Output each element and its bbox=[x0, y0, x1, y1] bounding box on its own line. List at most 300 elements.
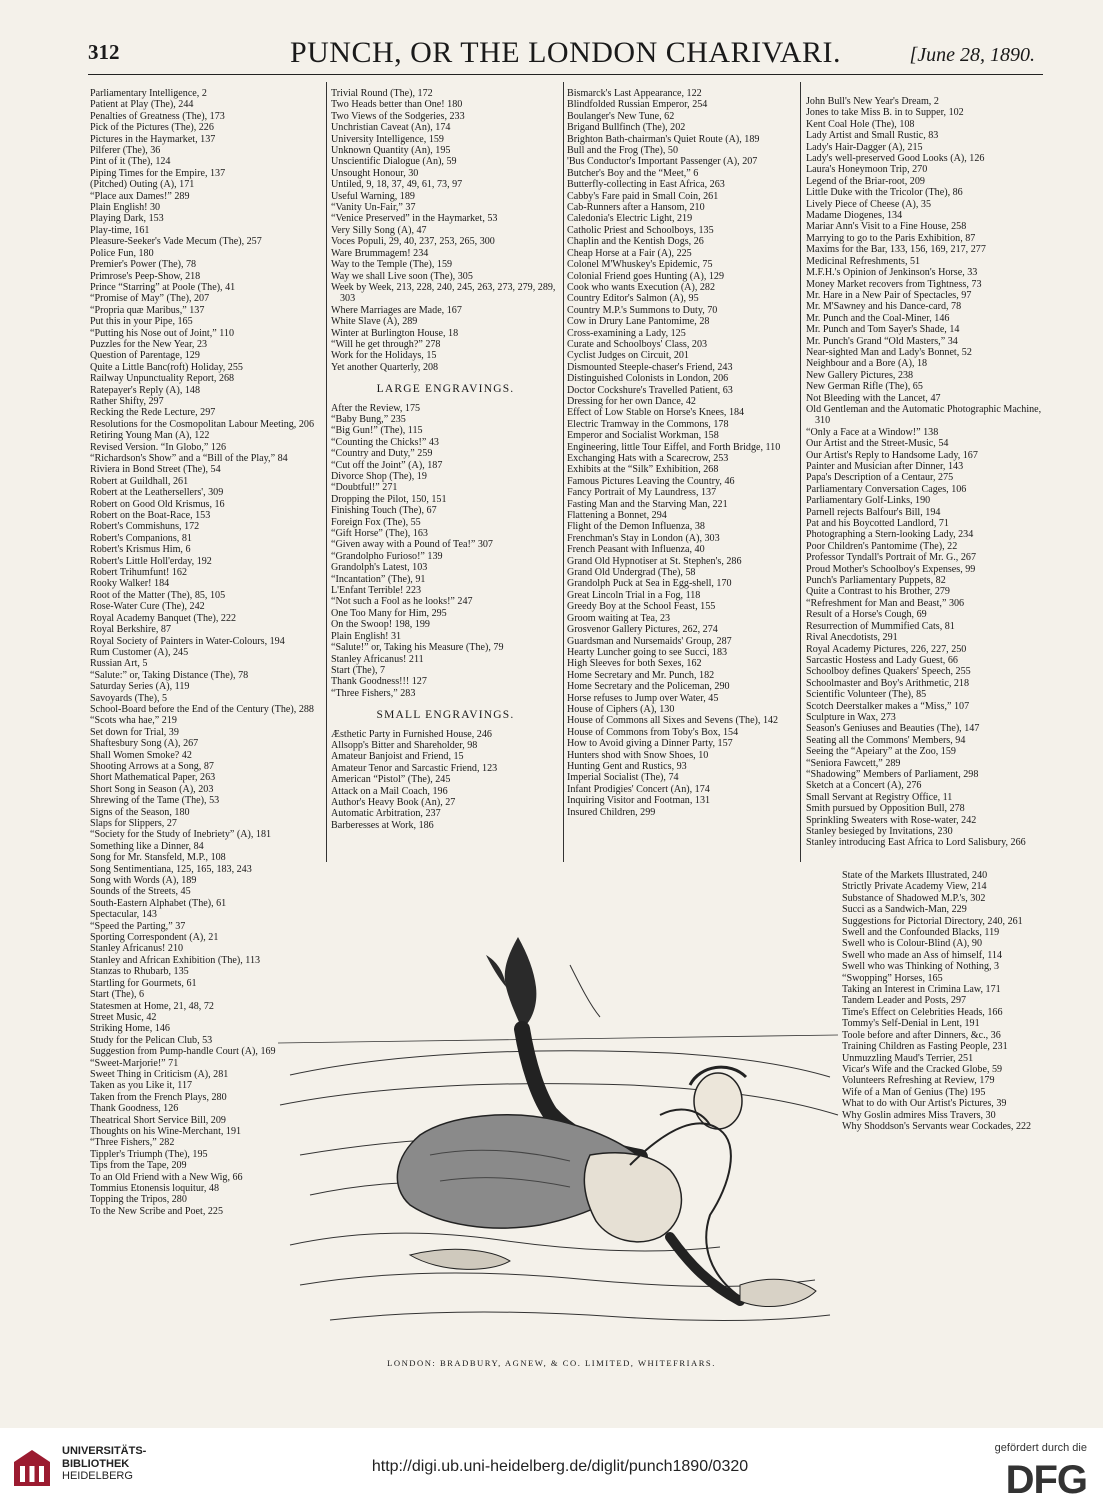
index-entry: Plain English! 31 bbox=[331, 630, 402, 642]
index-entry: Butcher's Boy and the “Meet,” 6 bbox=[567, 167, 699, 179]
index-entry: Way to the Temple (The), 159 bbox=[331, 259, 453, 271]
index-entry: Finishing Touch (The), 67 bbox=[331, 505, 437, 517]
index-entry: House of Commons all Sixes and Sevens (The), 142 bbox=[567, 715, 779, 727]
index-entry: Tips from the Tape, 209 bbox=[90, 1160, 187, 1172]
index-entry: Railway Unpunctuality Report, 268 bbox=[90, 373, 235, 385]
index-entry: Home Secretary and Mr. Punch, 182 bbox=[567, 669, 715, 681]
index-entry: Stanley Africanus! 210 bbox=[90, 943, 184, 955]
index-entry: Automatic Arbitration, 237 bbox=[331, 808, 441, 820]
index-entry: Effect of Low Stable on Horse's Knees, 184 bbox=[567, 407, 745, 419]
index-entry: Unknown Quantity (An), 195 bbox=[331, 145, 451, 157]
index-entry: Robert on Good Old Krismus, 16 bbox=[90, 498, 225, 510]
column-rule bbox=[326, 82, 327, 862]
index-entry: John Bull's New Year's Dream, 2 bbox=[806, 96, 939, 107]
index-entry: Yet another Quarterly, 208 bbox=[331, 361, 439, 373]
index-entry: Robert at the Leathersellers', 309 bbox=[90, 487, 224, 499]
index-entry: Retiring Young Man (A), 122 bbox=[90, 430, 210, 442]
index-entry: Parliamentary Conversation Cages, 106 bbox=[806, 483, 967, 495]
index-entry: Boulanger's New Tune, 62 bbox=[567, 110, 675, 122]
index-entry: Song for Mr. Stansfeld, M.P., 108 bbox=[90, 852, 226, 864]
index-entry: “Scots wha hae,” 219 bbox=[90, 715, 177, 727]
index-entry: Fasting Man and the Starving Man, 221 bbox=[567, 498, 728, 510]
index-entry: “Three Fishers,” 283 bbox=[331, 687, 416, 699]
index-entry: Rooky Walker! 184 bbox=[90, 578, 170, 590]
index-entry: Ware Brummagem! 234 bbox=[331, 247, 429, 259]
index-entry: Kent Coal Hole (The), 108 bbox=[806, 118, 915, 130]
index-entry: Smith pursued by Opposition Bull, 278 bbox=[806, 803, 965, 815]
index-entry: State of the Markets Illustrated, 240 bbox=[842, 870, 988, 881]
index-entry: Pat and his Boycotted Landlord, 71 bbox=[806, 518, 949, 530]
index-entry: Swell and the Confounded Blacks, 119 bbox=[842, 927, 1000, 939]
index-entry: Thank Goodness, 126 bbox=[90, 1103, 179, 1115]
index-entry: (Pitched) Outing (A), 171 bbox=[90, 179, 195, 191]
index-entry: Insured Children, 299 bbox=[567, 806, 656, 818]
index-entry: Lady Artist and Small Rustic, 83 bbox=[806, 130, 939, 142]
viewer-footer bbox=[0, 1428, 1103, 1507]
index-entry: “Cut off the Joint” (A), 187 bbox=[331, 459, 443, 471]
index-entry: Thank Goodness!!! 127 bbox=[331, 676, 427, 688]
index-entry: Piping Times for the Empire, 137 bbox=[90, 167, 226, 179]
index-entry: Photographing a Stern-looking Lady, 234 bbox=[806, 529, 974, 541]
index-entry: Horse refuses to Jump over Water, 45 bbox=[567, 692, 719, 704]
index-entry: Succi as a Sandwich-Man, 229 bbox=[842, 904, 967, 916]
index-entry: Tippler's Triumph (The), 195 bbox=[90, 1148, 208, 1160]
index-entry: Pick of the Pictures (The), 226 bbox=[90, 122, 214, 134]
index-entry: Seating all the Commons' Members, 94 bbox=[806, 734, 966, 746]
index-entry: Robert's Commishuns, 172 bbox=[90, 521, 200, 533]
index-entry: Grosvenor Gallery Pictures, 262, 274 bbox=[567, 624, 718, 636]
index-entry: Mr. Punch's Grand “Old Masters,” 34 bbox=[806, 335, 958, 347]
index-entry: Exhibits at the “Silk” Exhibition, 268 bbox=[567, 464, 719, 476]
index-entry: Butterfly-collecting in East Africa, 263 bbox=[567, 179, 725, 191]
index-entry: Old Gentleman and the Automatic Photographic Machine, 310 bbox=[806, 403, 1042, 427]
index-entry: “Only a Face at a Window!” 138 bbox=[806, 426, 939, 438]
index-entry: New German Rifle (The), 65 bbox=[806, 381, 923, 393]
index-entry: Cabby's Fare paid in Small Coin, 261 bbox=[567, 190, 719, 202]
index-entry: Dismounted Steeple-chaser's Friend, 243 bbox=[567, 361, 733, 373]
index-entry: How to Avoid giving a Dinner Party, 157 bbox=[567, 738, 733, 750]
index-entry: Mr. M'Sawney and his Dance-card, 78 bbox=[806, 301, 962, 313]
index-entry: Scotch Deerstalker makes a “Miss,” 107 bbox=[806, 700, 970, 712]
section-heading: SMALL ENGRAVINGS. bbox=[376, 709, 515, 722]
index-entry: Revised Version. “In Globo,” 126 bbox=[90, 441, 227, 453]
index-entry: Marrying to go to the Paris Exhibition, 87 bbox=[806, 232, 976, 244]
index-entry: Mariar Ann's Visit to a Fine House, 258 bbox=[806, 221, 967, 233]
index-entry: Study for the Pelican Club, 53 bbox=[90, 1034, 213, 1046]
index-entry: Short Song in Season (A), 203 bbox=[90, 783, 214, 795]
index-entry: Swell who made an Ass of himself, 114 bbox=[842, 949, 1002, 961]
index-entry: 'Bus Conductor's Important Passenger (A), 207 bbox=[567, 156, 758, 168]
index-entry: Home Secretary and the Policeman, 290 bbox=[567, 681, 730, 693]
index-entry: Sarcastic Hostess and Lady Guest, 66 bbox=[806, 654, 958, 666]
index-entry: Grand Old Undergrad (The), 58 bbox=[567, 567, 696, 579]
index-entry: Cyclist Judges on Circuit, 201 bbox=[567, 350, 689, 362]
university-library-logo-icon bbox=[10, 1444, 54, 1490]
index-entry: Professor Tyndall's Portrait of Mr. G., 267 bbox=[806, 552, 976, 564]
index-entry: Pictures in the Haymarket, 137 bbox=[90, 133, 216, 145]
index-entry: Our Artist and the Street-Music, 54 bbox=[806, 438, 949, 450]
index-entry: Inquiring Visitor and Footman, 131 bbox=[567, 795, 711, 807]
index-entry: Sprinkling Sweaters with Rose-water, 242 bbox=[806, 814, 977, 826]
index-entry: Bismarck's Last Appearance, 122 bbox=[567, 88, 702, 99]
index-entry: Sporting Correspondent (A), 21 bbox=[90, 932, 219, 944]
index-entry: Ratepayer's Reply (A), 148 bbox=[90, 384, 201, 396]
index-entry: Robert Trihumfunt! 162 bbox=[90, 567, 188, 579]
index-entry: Doctor Cockshure's Travelled Patient, 63 bbox=[567, 384, 733, 396]
page-title: PUNCH, OR THE LONDON CHARIVARI. bbox=[289, 36, 842, 69]
index-entry: House of Ciphers (A), 130 bbox=[567, 703, 675, 715]
index-entry: Stanley Africanus! 211 bbox=[331, 653, 424, 665]
index-entry: “Counting the Chicks!” 43 bbox=[331, 436, 439, 448]
index-entry: Taking an Interest in Crimina Law, 171 bbox=[842, 984, 1001, 996]
index-entry: High Sleeves for both Sexes, 162 bbox=[567, 658, 702, 670]
index-entry: Startling for Gourmets, 61 bbox=[90, 977, 197, 989]
index-entry: “Vanity Un-Fair,” 37 bbox=[331, 202, 416, 214]
index-column-2 bbox=[331, 88, 560, 858]
index-entry: Flattening a Bonnet, 294 bbox=[567, 510, 667, 522]
index-entry: Foreign Fox (The), 55 bbox=[331, 516, 421, 528]
section-heading: LARGE ENGRAVINGS. bbox=[376, 383, 515, 396]
index-entry: Two Heads better than One! 180 bbox=[331, 99, 463, 111]
index-entry: Lady's Hair-Dagger (A), 215 bbox=[806, 141, 923, 153]
index-entry: Week by Week, 213, 228, 240, 245, 263, 273, 279, 289, 303 bbox=[331, 281, 556, 305]
index-entry: Start (The), 7 bbox=[331, 664, 386, 676]
index-entry: “Swopping” Horses, 165 bbox=[842, 972, 943, 984]
index-entry: What to do with Our Artist's Pictures, 39 bbox=[842, 1098, 1007, 1110]
index-entry: Poor Children's Pantomime (The), 22 bbox=[806, 540, 958, 552]
index-entry: Blindfolded Russian Emperor, 254 bbox=[567, 99, 708, 111]
index-entry: Play-time, 161 bbox=[90, 224, 150, 236]
index-entry: Stanley besieged by Invitations, 230 bbox=[806, 826, 953, 837]
index-entry: Mr. Punch and Tom Sayer's Shade, 14 bbox=[806, 324, 960, 336]
index-entry: “Big Gun!” (The), 115 bbox=[331, 425, 423, 437]
index-entry: Famous Pictures Leaving the Country, 46 bbox=[567, 475, 735, 487]
index-entry: Brighton Bath-chairman's Quiet Route (A), 189 bbox=[567, 133, 760, 145]
index-entry: Cheap Horse at a Fair (A), 225 bbox=[567, 247, 692, 259]
index-entry: Suggestion from Pump-handle Court (A), 169 bbox=[90, 1046, 276, 1058]
index-entry: Guardsman and Nursemaids' Group, 287 bbox=[567, 635, 732, 647]
index-column-4-continued bbox=[842, 870, 1042, 1310]
index-entry: Stanley introducing East Africa to Lord Salisbury, 266 bbox=[806, 837, 1026, 849]
index-entry: American “Pistol” (The), 245 bbox=[331, 774, 451, 786]
index-entry: White Slave (A), 289 bbox=[331, 316, 418, 328]
index-entry: Proud Mother's Schoolboy's Expenses, 99 bbox=[806, 563, 976, 575]
index-entry: Untiled, 9, 18, 37, 49, 61, 73, 97 bbox=[331, 179, 463, 191]
index-entry: Saturday Series (A), 119 bbox=[90, 681, 190, 693]
index-entry: Work for the Holidays, 15 bbox=[331, 350, 437, 362]
index-entry: Royal Society of Painters in Water-Colours, 194 bbox=[90, 635, 285, 647]
index-entry: Near-sighted Man and Lady's Bonnet, 52 bbox=[806, 346, 972, 358]
index-entry: Shaftesbury Song (A), 267 bbox=[90, 738, 199, 750]
dfg-logo[interactable]: DFG bbox=[1005, 1458, 1087, 1502]
funded-by-text: gefördert durch die bbox=[994, 1442, 1087, 1454]
index-entry: “Salute:” or, Taking Distance (The), 78 bbox=[90, 669, 249, 681]
index-entry: Theatrical Short Service Bill, 209 bbox=[90, 1114, 226, 1126]
index-entry: Vicar's Wife and the Cracked Globe, 59 bbox=[842, 1063, 1003, 1075]
index-entry: Electric Tramway in the Commons, 178 bbox=[567, 418, 729, 430]
index-entry: Shooting Arrows at a Song, 87 bbox=[90, 760, 214, 772]
index-entry: Cow in Drury Lane Pantomime, 28 bbox=[567, 316, 710, 328]
index-entry: Great Lincoln Trial in a Fog, 118 bbox=[567, 589, 701, 601]
index-entry: Frenchman's Stay in London (A), 303 bbox=[567, 532, 720, 544]
index-entry: Bull and the Frog (The), 50 bbox=[567, 145, 679, 157]
index-entry: To an Old Friend with a New Wig, 66 bbox=[90, 1171, 243, 1183]
index-entry: Thoughts on his Wine-Merchant, 191 bbox=[90, 1125, 242, 1137]
index-entry: Swell who is Colour-Blind (A), 90 bbox=[842, 938, 982, 950]
index-entry: Cook who wants Execution (A), 282 bbox=[567, 281, 716, 293]
index-entry: On the Swoop! 198, 199 bbox=[331, 619, 430, 631]
index-entry: Barberesses at Work, 186 bbox=[331, 819, 434, 831]
index-entry: Penalties of Greatness (The), 173 bbox=[90, 110, 225, 122]
column-rule bbox=[563, 82, 564, 862]
index-entry: Amateur Tenor and Sarcastic Friend, 123 bbox=[331, 762, 498, 774]
index-entry: Brigand Bullfinch (The), 202 bbox=[567, 122, 686, 134]
index-entry: Engineering, little Tour Eiffel, and Forth Bridge, 110 bbox=[567, 441, 781, 453]
index-entry: Tommius Etonensis loquitur, 48 bbox=[90, 1183, 219, 1194]
index-entry: Primrose's Peep-Show, 218 bbox=[90, 270, 201, 282]
index-entry: Volunteers Refreshing at Review, 179 bbox=[842, 1075, 995, 1087]
index-entry: Premier's Power (The), 78 bbox=[90, 259, 197, 271]
index-entry: Robert on the Boat-Race, 153 bbox=[90, 510, 211, 522]
index-entry: Dropping the Pilot, 150, 151 bbox=[331, 493, 447, 505]
index-entry: New Gallery Pictures, 238 bbox=[806, 369, 914, 381]
index-entry: Hearty Luncher going to see Succi, 183 bbox=[567, 646, 728, 658]
index-entry: Money Market recovers from Tightness, 73 bbox=[806, 278, 982, 290]
index-entry: Legend of the Briar-root, 209 bbox=[806, 175, 925, 187]
index-entry: Swell who was Thinking of Nothing, 3 bbox=[842, 961, 1000, 973]
uni-line-1: UNIVERSITÄTS- bbox=[62, 1445, 147, 1457]
index-entry: Quite a Little Banc(roft) Holiday, 255 bbox=[90, 361, 243, 373]
index-column-4 bbox=[806, 96, 1042, 939]
index-entry: Laura's Honeymoon Trip, 270 bbox=[806, 164, 928, 176]
index-entry: “Salute!” or, Taking his Measure (The), 79 bbox=[331, 642, 504, 654]
index-entry: Pleasure-Seeker's Vade Mecum (The), 257 bbox=[90, 236, 262, 248]
index-entry: “Given away with a Pound of Tea!” 307 bbox=[331, 539, 493, 551]
index-entry: Robert's Krismus Him, 6 bbox=[90, 544, 191, 556]
index-entry: Chaplin and the Kentish Dogs, 26 bbox=[567, 236, 704, 248]
index-entry: Rival Anecdotists, 291 bbox=[806, 632, 898, 644]
index-entry: Our Artist's Reply to Handsome Lady, 167 bbox=[806, 449, 978, 461]
index-entry: Result of a Horse's Cough, 69 bbox=[806, 609, 927, 621]
index-entry: Cab-Runners after a Hansom, 210 bbox=[567, 202, 705, 214]
index-entry: Scientific Volunteer (The), 85 bbox=[806, 689, 927, 701]
page-header bbox=[88, 36, 1043, 75]
index-entry: Wife of a Man of Genius (The) 195 bbox=[842, 1086, 986, 1098]
index-entry: Substance of Shadowed M.P.'s, 302 bbox=[842, 892, 986, 904]
page-date: [June 28, 1890. bbox=[909, 44, 1035, 66]
index-entry: Stanzas to Rhubarb, 135 bbox=[90, 966, 189, 978]
index-entry: “Not such a Fool as he looks!” 247 bbox=[331, 596, 473, 608]
index-entry: “Putting his Nose out of Joint,” 110 bbox=[90, 327, 235, 339]
index-entry: Lively Piece of Cheese (A), 35 bbox=[806, 198, 932, 210]
index-entry: Riviera in Bond Street (The), 54 bbox=[90, 464, 221, 476]
index-entry: Robert at Guildhall, 261 bbox=[90, 475, 189, 487]
index-entry: Striking Home, 146 bbox=[90, 1023, 170, 1035]
index-entry: Pilferer (The), 36 bbox=[90, 145, 161, 157]
index-entry: Put this in your Pipe, 165 bbox=[90, 316, 193, 328]
index-entry: “Society for the Study of Inebriety” (A), 181 bbox=[90, 829, 272, 841]
index-entry: M.F.H.'s Opinion of Jenkinson's Horse, 33 bbox=[806, 267, 978, 279]
index-entry: House of Commons from Toby's Box, 154 bbox=[567, 726, 739, 738]
index-entry: One Too Many for Him, 295 bbox=[331, 607, 447, 619]
index-entry: Question of Parentage, 129 bbox=[90, 350, 200, 362]
index-entry: Where Marriages are Made, 167 bbox=[331, 304, 462, 316]
index-entry: Distinguished Colonists in London, 206 bbox=[567, 373, 729, 385]
index-entry: Parliamentary Intelligence, 2 bbox=[90, 88, 207, 99]
index-entry: “Three Fishers,” 282 bbox=[90, 1137, 175, 1149]
index-entry: Resolutions for the Cosmopolitan Labour Meeting, 206 bbox=[90, 418, 314, 430]
index-entry: Infant Prodigies' Concert (An), 174 bbox=[567, 783, 710, 795]
index-entry: “Country and Duty,” 259 bbox=[331, 448, 433, 460]
index-entry: Divorce Shop (The), 19 bbox=[331, 471, 427, 482]
index-entry: Royal Academy Banquet (The), 222 bbox=[90, 612, 237, 624]
index-entry: “Sweet-Marjorie!” 71 bbox=[90, 1057, 179, 1069]
index-entry: After the Review, 175 bbox=[331, 402, 421, 414]
index-entry: Street Music, 42 bbox=[90, 1011, 157, 1023]
index-entry: Resurrection of Mummified Cats, 81 bbox=[806, 620, 955, 632]
index-entry: Grandolph Puck at Sea in Egg-shell, 170 bbox=[567, 578, 732, 590]
uni-line-2: BIBLIOTHEK bbox=[62, 1457, 130, 1470]
index-entry: Æsthetic Party in Furnished House, 246 bbox=[331, 728, 492, 740]
index-entry: Sweet Thing in Criticism (A), 281 bbox=[90, 1068, 229, 1080]
index-entry: Short Mathematical Paper, 263 bbox=[90, 772, 216, 784]
index-entry: Signs of the Season, 180 bbox=[90, 806, 190, 818]
index-entry: Maxims for the Bar, 133, 156, 169, 217, 277 bbox=[806, 244, 986, 256]
index-entry: Fancy Portrait of My Laundress, 137 bbox=[567, 487, 717, 499]
index-entry: Patient at Play (The), 244 bbox=[90, 99, 194, 111]
index-entry: “Promise of May” (The), 207 bbox=[90, 293, 210, 305]
index-entry: “Speed the Parting,” 37 bbox=[90, 920, 186, 932]
index-entry: South-Eastern Alphabet (The), 61 bbox=[90, 897, 227, 909]
index-entry: Set down for Trial, 39 bbox=[90, 726, 179, 738]
index-entry: Way we shall Live soon (The), 305 bbox=[331, 270, 473, 282]
index-entry: “Gift Horse” (The), 163 bbox=[331, 528, 428, 540]
index-entry: Tandem Leader and Posts, 297 bbox=[842, 995, 967, 1007]
index-entry: Rather Shifty, 297 bbox=[90, 395, 164, 407]
index-entry: Schoolmaster and Boy's Arithmetic, 218 bbox=[806, 677, 970, 689]
index-entry: To the New Scribe and Poet, 225 bbox=[90, 1205, 224, 1217]
index-entry: Painter and Musician after Dinner, 143 bbox=[806, 461, 964, 472]
index-entry: Taken from the French Plays, 280 bbox=[90, 1091, 227, 1103]
index-entry: Small Servant at Registry Office, 11 bbox=[806, 791, 953, 803]
index-entry: Robert's Little Holl'erday, 192 bbox=[90, 555, 212, 567]
index-entry: Little Duke with the Tricolor (The), 86 bbox=[806, 187, 963, 199]
index-entry: “Richardson's Show” and a “Bill of the Play,” 84 bbox=[90, 453, 288, 464]
index-entry: Unchristian Caveat (An), 174 bbox=[331, 122, 451, 134]
index-entry: Greedy Boy at the School Feast, 155 bbox=[567, 601, 716, 613]
index-entry: Lady's well-preserved Good Looks (A), 126 bbox=[806, 153, 985, 165]
index-entry: French Peasant with Influenza, 40 bbox=[567, 544, 705, 556]
index-entry: Author's Heavy Book (An), 27 bbox=[331, 796, 456, 808]
index-entry: Taken as you Like it, 117 bbox=[90, 1080, 193, 1092]
index-entry: “Doubtful!” 271 bbox=[331, 482, 398, 494]
index-entry: Recking the Rede Lecture, 297 bbox=[90, 407, 216, 419]
imprint: LONDON: BRADBURY, AGNEW, & CO. LIMITED, WHITEFRIARS. bbox=[387, 1358, 716, 1368]
index-entry: Rose-Water Cure (The), 242 bbox=[90, 601, 205, 613]
index-entry: Useful Warning, 189 bbox=[331, 190, 415, 202]
index-entry: Dressing for her own Dance, 42 bbox=[567, 395, 696, 407]
index-entry: School-Board before the End of the Century (The), 288 bbox=[90, 703, 314, 715]
index-entry: Allsopp's Bitter and Shareholder, 98 bbox=[331, 739, 478, 751]
index-entry: Sculpture in Wax, 273 bbox=[806, 711, 896, 723]
index-entry: Trivial Round (The), 172 bbox=[331, 88, 433, 99]
index-entry: Exchanging Hats with a Scarecrow, 253 bbox=[567, 453, 729, 464]
index-entry: Robert's Companions, 81 bbox=[90, 532, 192, 544]
index-entry: Why Shoddson's Servants wear Cockades, 222 bbox=[842, 1120, 1032, 1132]
index-entry: Unscientific Dialogue (An), 59 bbox=[331, 156, 457, 168]
index-entry: Curate and Schoolboys' Class, 203 bbox=[567, 338, 708, 350]
index-entry: Playing Dark, 153 bbox=[90, 213, 164, 225]
index-entry: Shrewing of the Tame (The), 53 bbox=[90, 795, 220, 807]
index-entry: “Propria quæ Maribus,” 137 bbox=[90, 304, 205, 316]
index-entry: “Venice Preserved” in the Haymarket, 53 bbox=[331, 213, 498, 225]
index-entry: Sketch at a Concert (A), 276 bbox=[806, 780, 922, 792]
index-entry: Topping the Tripos, 280 bbox=[90, 1194, 187, 1206]
index-entry: Mr. Hare in a New Pair of Spectacles, 97 bbox=[806, 289, 972, 301]
index-entry: Sounds of the Streets, 45 bbox=[90, 886, 191, 898]
index-entry: Unmuzzling Maud's Terrier, 251 bbox=[842, 1052, 974, 1064]
index-entry: Country M.P.'s Summons to Duty, 70 bbox=[567, 304, 718, 316]
index-entry: “Refreshment for Man and Beast,” 306 bbox=[806, 597, 965, 609]
index-entry: Cross-examining a Lady, 125 bbox=[567, 327, 686, 339]
index-entry: “Baby Bung,” 235 bbox=[331, 413, 406, 425]
index-entry: Hunters shod with Snow Shoes, 10 bbox=[567, 749, 709, 761]
index-entry: Very Silly Song (A), 47 bbox=[331, 224, 427, 236]
mermaid-illustration bbox=[270, 925, 845, 1345]
index-entry: Papa's Description of a Centaur, 275 bbox=[806, 472, 954, 484]
index-entry: Song with Words (A), 189 bbox=[90, 875, 197, 887]
index-entry: Medicinal Refreshments, 51 bbox=[806, 255, 921, 267]
index-entry: Suggestions for Pictorial Directory, 240, 261 bbox=[842, 915, 1023, 927]
index-entry: “Incantation” (The), 91 bbox=[331, 573, 426, 585]
index-entry: Police Fun, 180 bbox=[90, 247, 154, 259]
index-entry: Hunting Gent and Rustics, 93 bbox=[567, 760, 687, 772]
index-entry: Colonel M'Whuskey's Epidemic, 75 bbox=[567, 259, 713, 271]
index-entry: Start (The), 6 bbox=[90, 989, 145, 1001]
index-entry: Root of the Matter (The), 85, 105 bbox=[90, 589, 226, 601]
index-entry: Stanley and African Exhibition (The), 113 bbox=[90, 954, 261, 966]
index-entry: University Intelligence, 159 bbox=[331, 133, 444, 145]
index-entry: Emperor and Socialist Workman, 158 bbox=[567, 430, 719, 442]
index-entry: Schoolboy defines Quakers' Speech, 255 bbox=[806, 666, 971, 678]
index-entry: Flight of the Demon Influenza, 38 bbox=[567, 521, 705, 533]
university-library-name[interactable] bbox=[62, 1445, 146, 1483]
index-entry: Voces Populi, 29, 40, 237, 253, 265, 300 bbox=[331, 236, 495, 248]
index-entry: Two Views of the Sodgeries, 233 bbox=[331, 110, 465, 122]
permalink-url[interactable]: http://digi.ub.uni-heidelberg.de/diglit/punch1890/0320 bbox=[371, 1458, 749, 1475]
index-entry: Mr. Punch and the Coal-Miner, 146 bbox=[806, 312, 950, 324]
index-entry: “Shadowing” Members of Parliament, 298 bbox=[806, 768, 979, 780]
index-entry: Amateur Banjoist and Friend, 15 bbox=[331, 751, 464, 763]
index-entry: “Place aux Dames!” 289 bbox=[90, 190, 190, 202]
index-entry: Why Goslin admires Miss Travers, 30 bbox=[842, 1109, 996, 1121]
index-entry: Rum Customer (A), 245 bbox=[90, 646, 189, 658]
index-entry: Seeing the “Apeiary” at the Zoo, 159 bbox=[806, 746, 956, 758]
index-entry: Savoyards (The), 5 bbox=[90, 692, 168, 704]
index-entry: Tommy's Self-Denial in Lent, 191 bbox=[842, 1018, 980, 1030]
index-entry: Caledonia's Electric Light, 219 bbox=[567, 213, 693, 225]
index-column-3 bbox=[567, 88, 796, 858]
index-entry: Country Editor's Salmon (A), 95 bbox=[567, 293, 699, 305]
index-entry: L'Enfant Terrible! 223 bbox=[331, 585, 422, 597]
uni-line-3: HEIDELBERG bbox=[62, 1470, 133, 1482]
index-entry: Catholic Priest and Schoolboys, 135 bbox=[567, 224, 714, 236]
index-entry: Madame Diogenes, 134 bbox=[806, 210, 903, 222]
index-entry: “Grandolpho Furioso!” 139 bbox=[331, 550, 443, 562]
index-entry: Slaps for Slippers, 27 bbox=[90, 818, 177, 829]
index-entry: Season's Geniuses and Beauties (The), 147 bbox=[806, 723, 980, 735]
index-entry: Something like a Dinner, 84 bbox=[90, 840, 204, 852]
